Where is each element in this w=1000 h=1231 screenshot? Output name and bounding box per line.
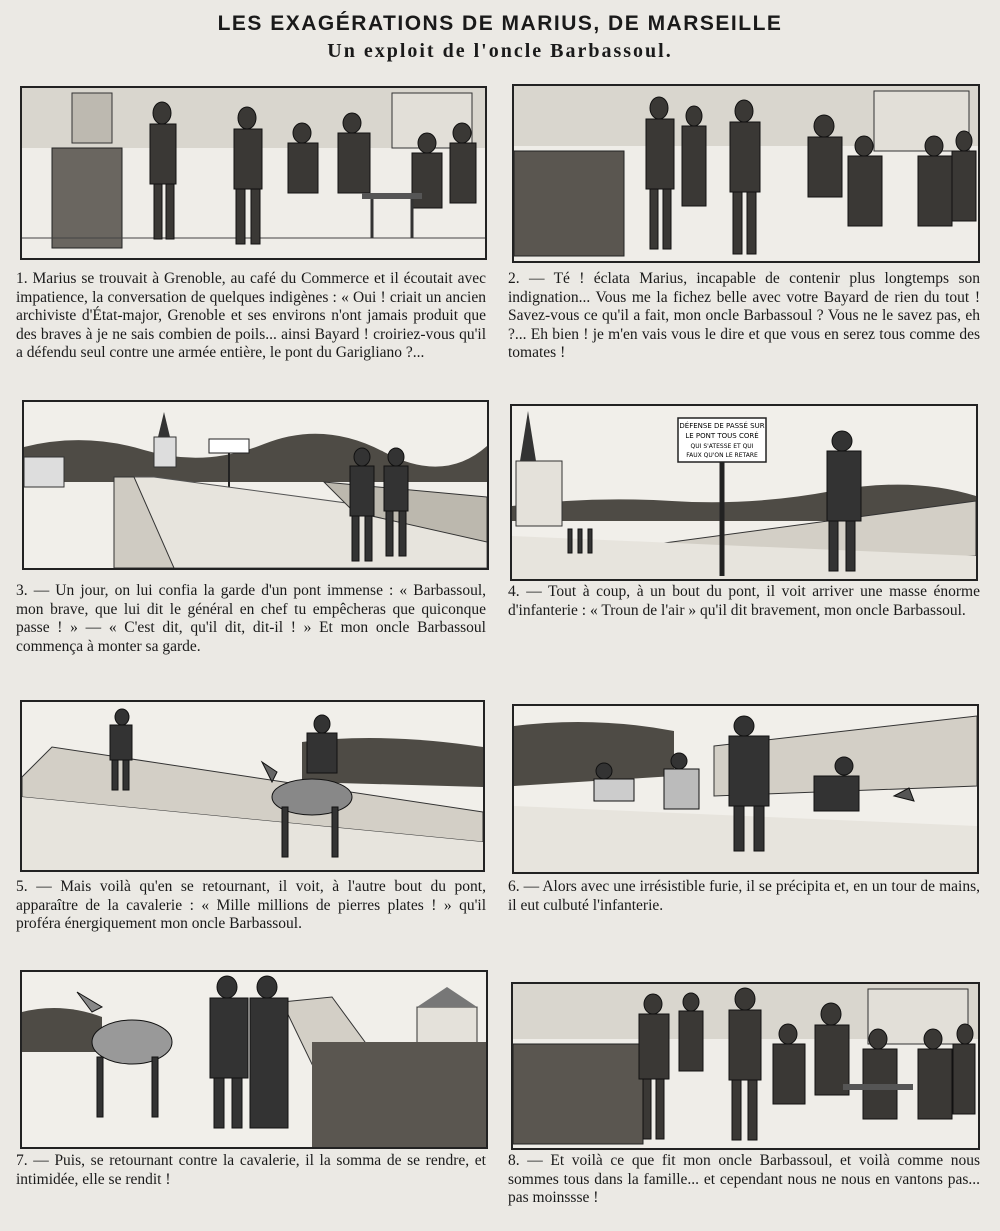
panel-7-illustration bbox=[20, 970, 488, 1149]
signpost-line-1: DÉFENSE DE PASSÉ SUR bbox=[679, 422, 765, 430]
panel-8-illustration bbox=[511, 982, 980, 1150]
panel-1-caption: 1. Marius se trouvait à Grenoble, au café du Commerce et il écoutait avec impatience, la conversation de quelques indigènes : « Oui ! criait un ancien archiviste d'État-major, Grenoble et ses environs n'ont jamais produit que des braves à je ne sais combien de poils... ainsi Bayard ! croiriez-vous qu'il a défendu seul contre une armée entière, le pont du Garigliano ?... bbox=[16, 270, 486, 362]
page-title: LES EXAGÉRATIONS DE MARIUS, DE MARSEILLE bbox=[217, 12, 783, 35]
signpost-line-3: QUI S'ATESSE ET QUI bbox=[690, 443, 754, 450]
panel-6-caption: 6. — Alors avec une irrésistible furie, il se précipita et, en un tour de mains, il eut culbuté l'infanterie. bbox=[508, 878, 980, 914]
panel-1-illustration bbox=[20, 86, 487, 260]
panel-2-illustration bbox=[512, 84, 980, 263]
panel-5-caption: 5. — Mais voilà qu'en se retournant, il voit, à l'autre bout du pont, apparaître de la cavalerie : « Mille millions de pierres plates ! » qu'il proféra énergiquement mon oncle Barbassoul. bbox=[16, 878, 486, 933]
panel-2-caption: 2. — Té ! éclata Marius, incapable de contenir plus longtemps son indignation... Vous me la fichez belle avec votre Bayard de rien du tout ! Savez-vous ce qu'il a fait, mon oncle Barbassoul ? Vous ne le savez pas, eh ?... Eh bien ! je m'en vais vous le dire et que vous en serez tous comme des tomates ! bbox=[508, 270, 980, 362]
signpost-line-2: LE PONT TOUS CORÉ bbox=[685, 432, 759, 440]
panel-3-illustration bbox=[22, 400, 489, 570]
panel-7-caption: 7. — Puis, se retournant contre la cavalerie, il la somma de se rendre, et intimidée, elle se rendit ! bbox=[16, 1152, 486, 1188]
panel-5-illustration bbox=[20, 700, 485, 872]
panel-4-illustration bbox=[510, 404, 978, 581]
panel-4-caption: 4. — Tout à coup, à un bout du pont, il voit arriver une masse énorme d'infanterie : « Troun de l'air » qu'il dit bravement, mon oncle Barbassoul. bbox=[508, 583, 980, 619]
panel-6-illustration bbox=[512, 704, 979, 874]
panel-8-caption: 8. — Et voilà ce que fit mon oncle Barbassoul, et voilà comme nous sommes tous dans la famille... et cependant nous ne nous en vantons pas... pas moinssse ! bbox=[508, 1152, 980, 1207]
panel-3-caption: 3. — Un jour, on lui confia la garde d'un pont immense : « Barbassoul, mon brave, que lui dit le général en chef tu empêcheras que quiconque passe ! » — « C'est dit, qu'il dit, dit-il ! » Et mon oncle Barbassoul commença à monter sa garde. bbox=[16, 582, 486, 655]
signpost-line-4: FAUX QU'ON LE RETARE bbox=[686, 452, 758, 459]
page-subtitle: Un exploit de l'oncle Barbassoul. bbox=[327, 40, 673, 62]
